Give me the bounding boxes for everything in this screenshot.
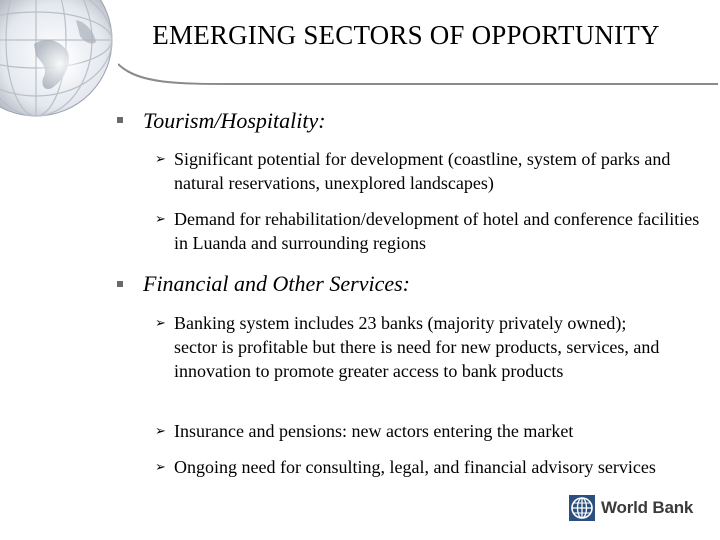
square-bullet-icon — [117, 117, 123, 123]
list-item: Ongoing need for consulting, legal, and financial advisory services — [174, 457, 656, 477]
arrowhead-bullet-icon: ➢ — [155, 424, 166, 439]
arrowhead-bullet-icon: ➢ — [155, 460, 166, 475]
section-heading-financial: Financial and Other Services: — [143, 271, 410, 296]
arrowhead-bullet-icon: ➢ — [155, 152, 166, 167]
slide-title: EMERGING SECTORS OF OPPORTUNITY — [152, 20, 660, 50]
world-bank-globe-icon — [569, 495, 595, 521]
section-heading-tourism: Tourism/Hospitality: — [143, 108, 326, 133]
list-item: Significant potential for development (coastline, system of parks and natural reservations, unexplored landscapes) — [174, 149, 671, 193]
list-item: Demand for rehabilitation/development of hotel and conference facilities in Luanda and surrounding regions — [174, 209, 700, 253]
world-bank-logo-text: World Bank — [601, 498, 694, 517]
list-item: Banking system includes 23 banks (majority privately owned); sector is profitable but there is need for new products, services, and innovation to promote greater access to bank products — [174, 313, 660, 381]
square-bullet-icon — [117, 281, 123, 287]
arrowhead-bullet-icon: ➢ — [155, 316, 166, 331]
world-bank-logo — [569, 494, 693, 522]
list-item: Insurance and pensions: new actors entering the market — [174, 421, 574, 441]
arrowhead-bullet-icon: ➢ — [155, 212, 166, 227]
